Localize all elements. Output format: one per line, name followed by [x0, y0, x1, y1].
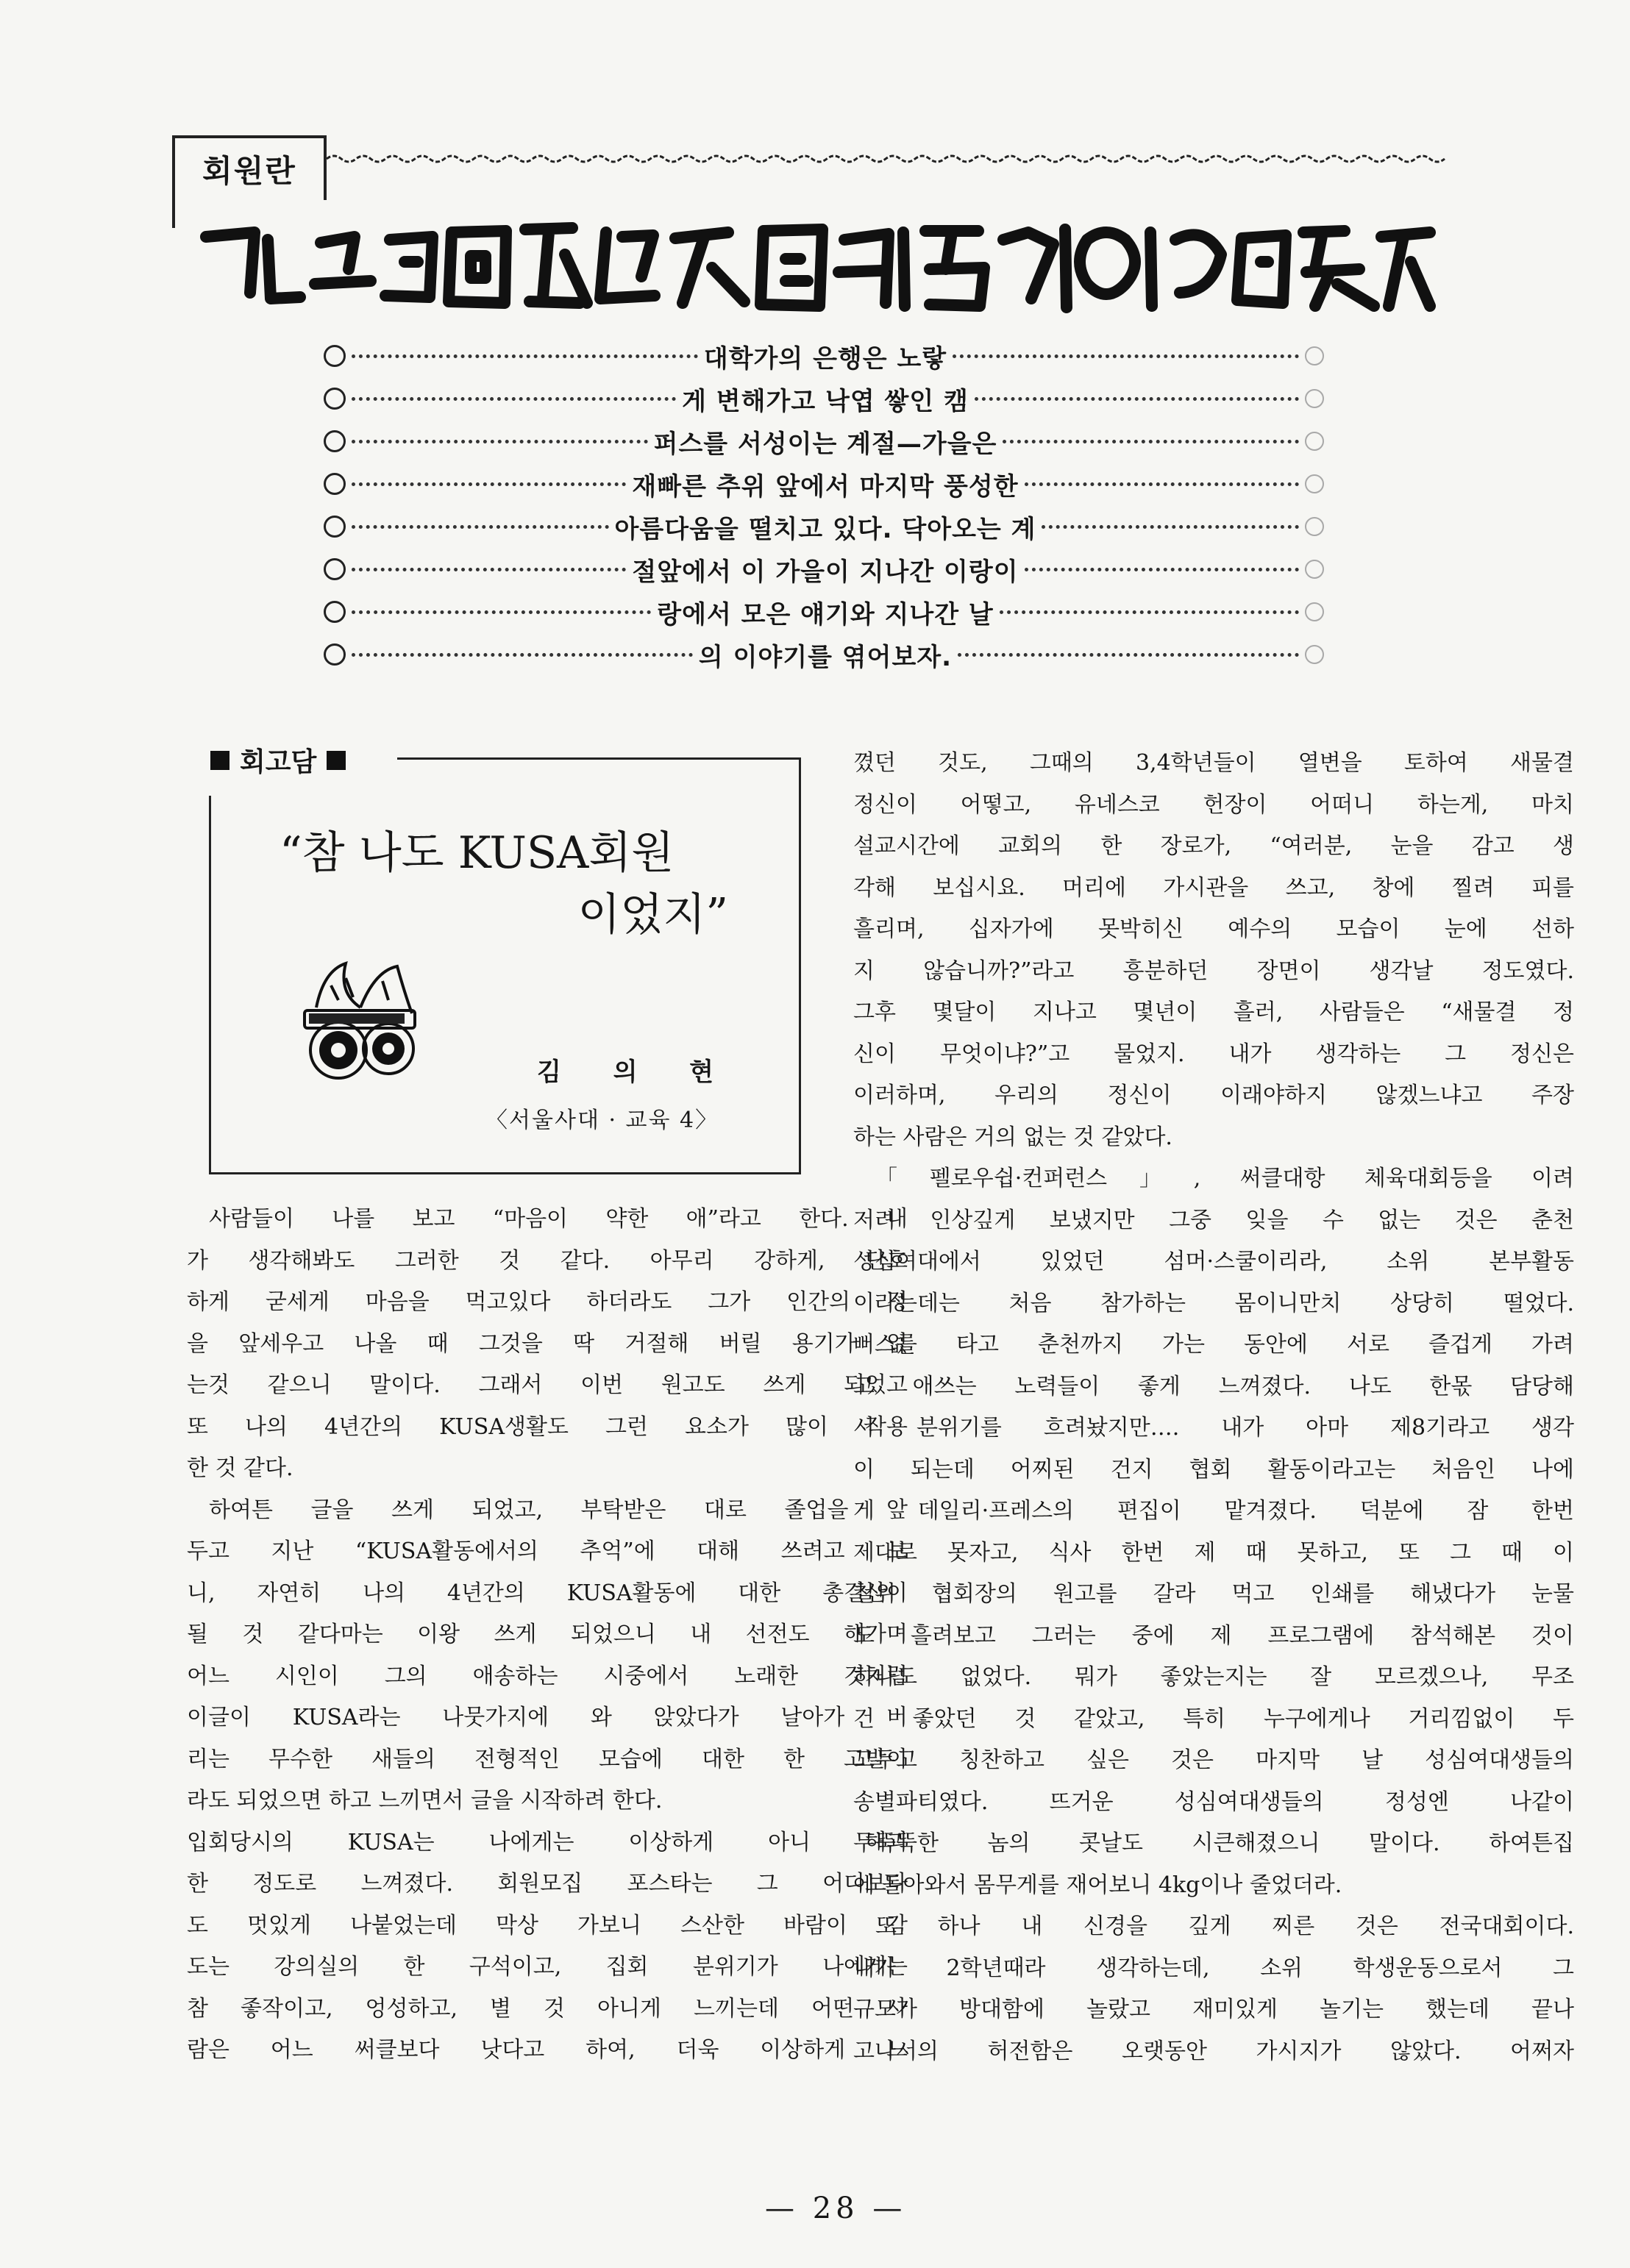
- body-line: 제대로 못자고, 식사 한번 제 때 못하고, 또 그 때 이: [853, 1539, 1574, 1566]
- poem-line-text: 대학가의 은행은 노랗: [703, 343, 947, 374]
- body-line: 「펠로우쉽·컨퍼런스」, 써클대항 체육대회등을 이려: [875, 1166, 1574, 1191]
- poem-line: [324, 505, 1324, 548]
- dotted-leader: [958, 653, 1299, 657]
- circle-bullet-icon: [324, 558, 346, 580]
- body-line: 지 않습니까?”라고 흥분하던 장면이 생각날 정도였다.: [853, 958, 1574, 984]
- circle-end-icon: [1305, 602, 1324, 621]
- decorative-title-icon: [197, 210, 1437, 328]
- circle-end-icon: [1305, 346, 1324, 365]
- poem-line: [324, 420, 1324, 463]
- black-square-icon: [210, 751, 229, 770]
- circle-end-icon: [1305, 474, 1324, 493]
- body-line: 건 좋았던 것 같았고, 특히 누구에게나 거리낌없이 두: [853, 1705, 1574, 1732]
- poem-line-text: 게 변해가고 낙엽 쌓인 캠: [682, 386, 969, 416]
- body-line: 무뚝뚝한 놈의 콧날도 시큰해졌으니 말이다. 하여튼집: [853, 1830, 1574, 1856]
- kicker-label: 회고담: [240, 747, 317, 777]
- body-line: 라도 되었으면 하고 느끼면서 글을 시작하려 한다.: [187, 1788, 663, 1814]
- author-name: [508, 1052, 743, 1088]
- article-illustration: [294, 956, 419, 1088]
- dotted-leader: [1003, 440, 1299, 443]
- body-line: 송별파티였다. 뜨거운 성심여대생들의 정성엔 나같이: [853, 1789, 1574, 1815]
- body-line: 고나서의 허전함은 오랫동안 가시지가 않았다. 어쩌자: [853, 2038, 1574, 2064]
- body-line: 뻐스를 타고 춘천까지 가는 동안에 서로 즐겁게 가려: [853, 1332, 1574, 1358]
- poem-line: [324, 591, 1324, 633]
- body-line: 입회당시의 KUSA는 나에게는 이상하게 아니 해괴: [187, 1829, 908, 1855]
- poem: [324, 335, 1324, 676]
- right-column: [853, 743, 1574, 2072]
- dotted-leader: [1025, 482, 1299, 486]
- body-line: 람은 어느 써클보다 낫다고 하여, 더욱 이상하게 느: [187, 2037, 908, 2063]
- body-line: 참 좋작이고, 엉성하고, 별 것 아니게 느끼는데 어떤 사: [187, 1995, 908, 2022]
- circle-end-icon: [1305, 432, 1324, 451]
- box-left-rule: [209, 796, 211, 1174]
- author-affiliation: 〈서울사대 · 교육 4〉: [485, 1108, 719, 1133]
- body-line: 철위 협회장의 원고를 갈라 먹고 인쇄를 해냈다가 눈물: [853, 1581, 1574, 1607]
- body-line: 이글이 KUSA라는 나뭇가지에 와 앉았다가 날아가 버: [187, 1705, 908, 1730]
- body-line: 도는 강의실의 한 구석이고, 집회 분위기가 나에게는: [187, 1954, 908, 1980]
- body-line: 리는 무수한 새들의 전형적인 모습에 대한 한 고발이: [187, 1746, 908, 1772]
- circle-bullet-icon: [324, 430, 346, 452]
- body-line: 내가 2학년때라 생각하는데, 소위 학생운동으로서 그: [853, 1955, 1574, 1981]
- decorative-title-art: [197, 210, 1437, 328]
- body-line: 고두고 칭찬하고 싶은 것은 마지막 날 성심여대생들의: [853, 1747, 1574, 1773]
- circle-bullet-icon: [324, 601, 346, 623]
- black-square-icon: [327, 751, 346, 770]
- body-line: 는것 같으니 말이다. 그래서 이번 원고도 쓰게 되었고: [187, 1372, 908, 1398]
- body-line: 서 분위기를 흐려놨지만…. 내가 아마 제8기라고 생각: [853, 1415, 1574, 1441]
- body-line: 사람들이 나를 보고 “마음이 약한 애”라고 한다. 내: [209, 1206, 908, 1232]
- poem-line: [324, 463, 1324, 505]
- body-line: 흘리며, 십자가에 못박히신 예수의 모습이 눈에 선하: [853, 916, 1574, 942]
- dotted-leader: [1025, 568, 1299, 571]
- body-line: 하여튼 글을 쓰게 되었고, 부탁받은 대로 졸업을 앞: [209, 1497, 908, 1523]
- poem-line-text: 의 이야기를 엮어보자.: [698, 642, 953, 672]
- body-line: 도 멋있게 나붙었는데 막상 가보니 스산한 바람이 감: [187, 1912, 908, 1939]
- body-line: 각해 보십시요. 머리에 가시관을 쓰고, 창에 찔려 피를: [853, 874, 1574, 901]
- poem-line-text: 재빠른 추위 앞에서 마지막 풍성한: [632, 471, 1019, 502]
- headline-line-1: “참 나도 KUSA회원: [280, 827, 675, 879]
- body-line: 도 흘려보고 그러는 중에 제 프로그램에 참석해본 것이: [853, 1622, 1574, 1649]
- article-headline: [280, 822, 750, 946]
- body-line: 하게 굳세게 마음을 먹고있다 하더라도 그가 인간의 정: [187, 1289, 908, 1315]
- body-line: 저려 인상깊게 보냈지만 그중 잊을 수 없는 것은 춘천: [853, 1207, 1574, 1233]
- section-tag-stem: [172, 199, 175, 228]
- body-line: 한 정도로 느껴졌다. 회원모집 포스타는 그 어디보다: [187, 1871, 908, 1897]
- section-tag-label: 회원란: [202, 153, 296, 189]
- body-line: 정신이 어떻고, 유네스코 헌장이 어떠니 하는게, 마치: [853, 791, 1574, 818]
- body-line: 을 앞세우고 나올 때 그것을 딱 거절해 버릴 용기가 없: [187, 1330, 908, 1357]
- headline-line-2: 이었지”: [577, 889, 728, 941]
- body-line: 또 하나 내 신경을 깊게 찌른 것은 전국대회이다.: [875, 1914, 1574, 1939]
- body-line: 가 생각해봐도 그러한 것 같다. 아무리 강하게, 단호: [187, 1247, 908, 1274]
- circle-bullet-icon: [324, 643, 346, 666]
- body-line: 될 것 같다마는 이왕 쓰게 되었으니 내 선전도 해가며: [187, 1622, 908, 1647]
- dotted-leader: [1000, 610, 1299, 614]
- body-line: 꼈던 것도, 그때의 3,4학년들이 열변을 토하여 새물결: [853, 750, 1574, 776]
- circle-end-icon: [1305, 517, 1324, 536]
- circle-bullet-icon: [324, 345, 346, 367]
- body-line: 두고 지난 “KUSA활동에서의 추억”에 대해 쓰려고 보: [187, 1538, 908, 1564]
- poem-line: [324, 633, 1324, 676]
- body-line: 게 데일리·프레스의 편집이 맡겨졌다. 덕분에 잠 한번: [853, 1498, 1574, 1524]
- box-bottom-rule: [209, 1172, 801, 1174]
- poem-line-text: 절앞에서 이 가을이 지나간 이랑이: [632, 557, 1019, 587]
- author-char: 김: [537, 1058, 561, 1087]
- article-kicker: [210, 741, 346, 779]
- poem-line: [324, 377, 1324, 420]
- body-line: 니, 자연히 나의 4년간의 KUSA활동에 대한 총결산이: [187, 1580, 908, 1606]
- box-top-rule: [397, 757, 799, 760]
- body-line: 어느 시인이 그의 애송하는 시중에서 노래한 것처럼: [187, 1663, 908, 1689]
- poem-line-text: 랑에서 모은 얘기와 지나간 날: [657, 599, 994, 630]
- body-line: 이 되는데 어찌된 건지 협회 활동이라고는 처음인 나에: [853, 1456, 1574, 1483]
- dotted-leader: [953, 354, 1299, 358]
- circle-end-icon: [1305, 645, 1324, 664]
- body-line: 신이 무엇이냐?”고 물었지. 내가 생각하는 그 정신은: [853, 1041, 1574, 1067]
- body-line: 한 것 같다.: [187, 1455, 293, 1481]
- circle-end-icon: [1305, 560, 1324, 579]
- section-tag: [172, 135, 327, 200]
- dotted-leader: [352, 568, 626, 571]
- circle-bullet-icon: [324, 516, 346, 538]
- body-line: 이러하며, 우리의 정신이 이래야하지 않겠느냐고 주장: [853, 1083, 1574, 1108]
- poem-line: [324, 548, 1324, 591]
- dotted-leader: [975, 397, 1299, 401]
- author-char: 현: [689, 1058, 713, 1087]
- dotted-leader: [352, 525, 609, 529]
- dotted-leader: [1042, 525, 1299, 529]
- body-line: 설교시간에 교회의 한 장로가, “여러분, 눈을 감고 생: [853, 833, 1574, 859]
- circle-bullet-icon: [324, 388, 346, 410]
- dotted-leader: [352, 354, 698, 358]
- poem-line: [324, 335, 1324, 377]
- poem-line-text: 퍼스를 서성이는 계절—가을은: [653, 429, 997, 459]
- body-line: 에 돌아와서 몸무게를 재어보니 4kg이나 줄었더라.: [853, 1872, 1342, 1898]
- body-line: 규모가 방대함에 놀랐고 재미있게 놀기는 했는데 끝나: [853, 1997, 1574, 2022]
- body-line: 이라는데는 처음 참가하는 몸이니만치 상당히 떨었다.: [853, 1290, 1574, 1316]
- dotted-leader: [352, 440, 648, 443]
- body-line: 하는 사람은 거의 없는 것 같았다.: [853, 1124, 1172, 1150]
- body-line: 성심여대에서 있었던 섬머·스쿨이리라, 소위 본부활동: [853, 1249, 1574, 1274]
- poem-line-text: 아름다움을 떨치고 있다. 닥아오는 계: [614, 514, 1036, 544]
- left-column: [187, 1199, 908, 2072]
- abstract-figures-illustration-icon: [294, 956, 419, 1088]
- page-number: — 28 —: [765, 2192, 907, 2225]
- body-line: 하나도 없었다. 뭐가 좋았는지는 잘 모르겠으나, 무조: [853, 1664, 1574, 1690]
- circle-end-icon: [1305, 389, 1324, 408]
- dotted-leader: [352, 610, 651, 614]
- dotted-leader: [352, 653, 693, 657]
- box-right-rule: [799, 757, 801, 1174]
- dotted-leader: [352, 482, 626, 486]
- body-line: 그후 몇달이 지나고 몇년이 흘러, 사람들은 “새물결 정: [853, 999, 1574, 1025]
- dotted-leader: [352, 397, 676, 401]
- circle-bullet-icon: [324, 473, 346, 495]
- body-line: 또 나의 4년간의 KUSA생활도 그런 요소가 많이 작용: [187, 1413, 908, 1440]
- header-decorative-rule: [327, 151, 1452, 166]
- body-line: 고 애쓰는 노력들이 좋게 느껴졌다. 나도 한몫 담당해: [853, 1373, 1574, 1399]
- author-char: 의: [613, 1058, 638, 1087]
